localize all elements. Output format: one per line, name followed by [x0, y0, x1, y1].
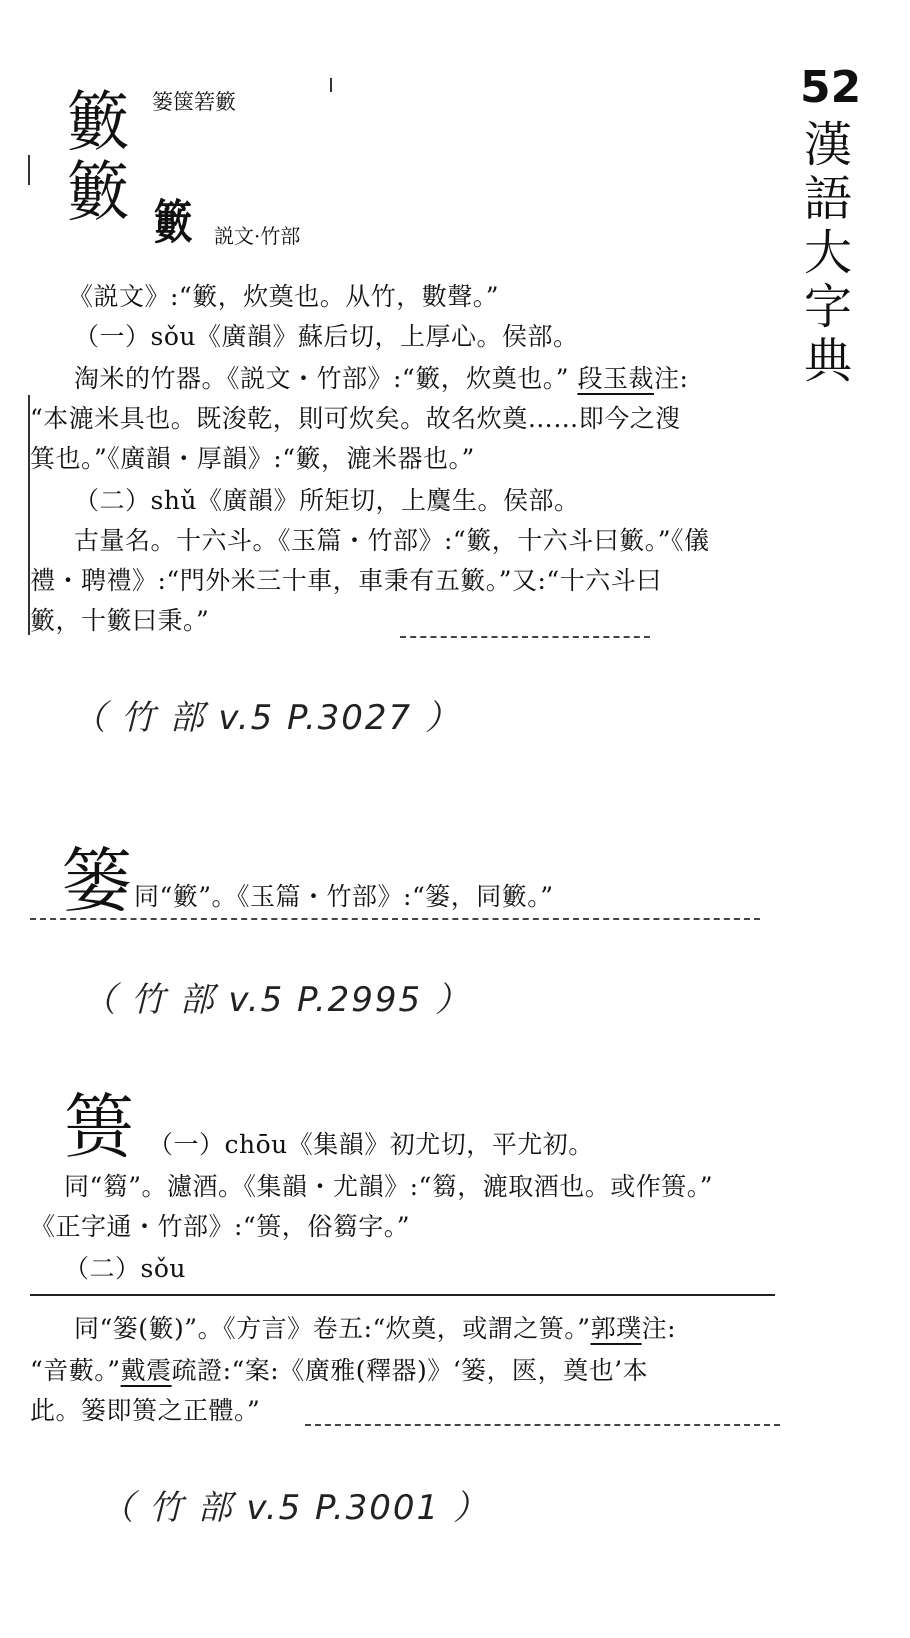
- divider: [30, 1294, 775, 1296]
- text-span: 同“篓(籔)”。《方言》卷五:“炊奠，或謂之篑。”: [74, 1314, 591, 1343]
- headword-alt: 籔: [66, 156, 130, 230]
- seal-source: 説文·竹部: [214, 224, 301, 248]
- text-line: 同“篘”。濾酒。《集韻・尤韻》:“篘，漉取酒也。或作篑。”: [64, 1172, 714, 1201]
- handwritten-reference: （ 竹 部 v.5 P.2995 ）: [82, 980, 471, 1020]
- text-line: 此。篓即篑之正體。”: [30, 1396, 261, 1425]
- text-line: 籔，十籔曰秉。”: [30, 606, 210, 635]
- text-line: （二）shǔ《廣韻》所矩切，上麌生。侯部。: [74, 486, 580, 515]
- text-line: 箕也。”《廣韻・厚韻》:“籔，漉米器也。”: [30, 444, 475, 473]
- side-title-char: 字: [803, 279, 852, 335]
- divider: [30, 918, 760, 920]
- divider: [305, 1424, 780, 1426]
- text-span: 淘米的竹器。《説文・竹部》:“籔，炊奠也。”: [74, 364, 569, 393]
- headword: 篓: [62, 840, 132, 922]
- text-line: 《正字通・竹部》:“篑，俗篘字。”: [30, 1212, 410, 1241]
- text-span: 注:: [641, 1314, 677, 1343]
- headword: 篑: [64, 1086, 134, 1168]
- volume-number: 52: [800, 62, 862, 113]
- side-title: [798, 118, 858, 388]
- handwritten-reference: （ 竹 部 v.5 P.3027 ）: [72, 698, 461, 738]
- annotator-name: 戴震: [120, 1356, 172, 1385]
- text-line: （二）sǒu: [64, 1254, 186, 1283]
- handwritten-reference: （ 竹 部 v.5 P.3001 ）: [100, 1488, 489, 1528]
- text-span: 疏證:“案:《廣雅(釋器)》‘篓，匧，奠也’本: [171, 1356, 649, 1385]
- text-line: 同“籔”。《玉篇・竹部》:“篓，同籔。”: [134, 882, 554, 911]
- text-line: 古量名。十六斗。《玉篇・竹部》:“籔，十六斗曰籔。”《儀: [74, 526, 710, 555]
- margin-mark: [330, 78, 332, 92]
- annotator-name: 郭璞: [590, 1314, 642, 1343]
- text-span: “音藪。”: [30, 1356, 121, 1385]
- margin-mark: [28, 155, 30, 185]
- divider: [400, 636, 650, 638]
- text-line: （一）chōu《集韻》初尤切，平尤初。: [148, 1130, 594, 1159]
- side-title-char: 典: [803, 333, 852, 389]
- side-title-char: 大: [803, 225, 852, 281]
- text-line: （一）sǒu《廣韻》蘇后切，上厚心。侯部。: [74, 322, 579, 351]
- text-line: [30, 1350, 648, 1392]
- headword: 籔: [66, 86, 130, 160]
- annotator-name: 段玉裁: [577, 364, 654, 393]
- seal-script-glyph: 籔: [153, 195, 193, 249]
- text-line: [74, 1308, 676, 1350]
- text-line: 禮・聘禮》:“門外米三十車，車秉有五籔。”又:“十六斗曰: [30, 566, 662, 595]
- side-title-char: 漢: [803, 117, 852, 173]
- text-span: 注:: [653, 364, 689, 393]
- variant-forms: 篓箧箬籔: [152, 90, 236, 114]
- text-line: 《説文》:“籔，炊奠也。从竹，數聲。”: [68, 282, 499, 311]
- side-title-char: 語: [803, 171, 852, 227]
- text-line: [74, 358, 688, 400]
- text-line: “本漉米具也。既浚乾，則可炊矣。故名炊奠……即今之溲: [30, 404, 681, 433]
